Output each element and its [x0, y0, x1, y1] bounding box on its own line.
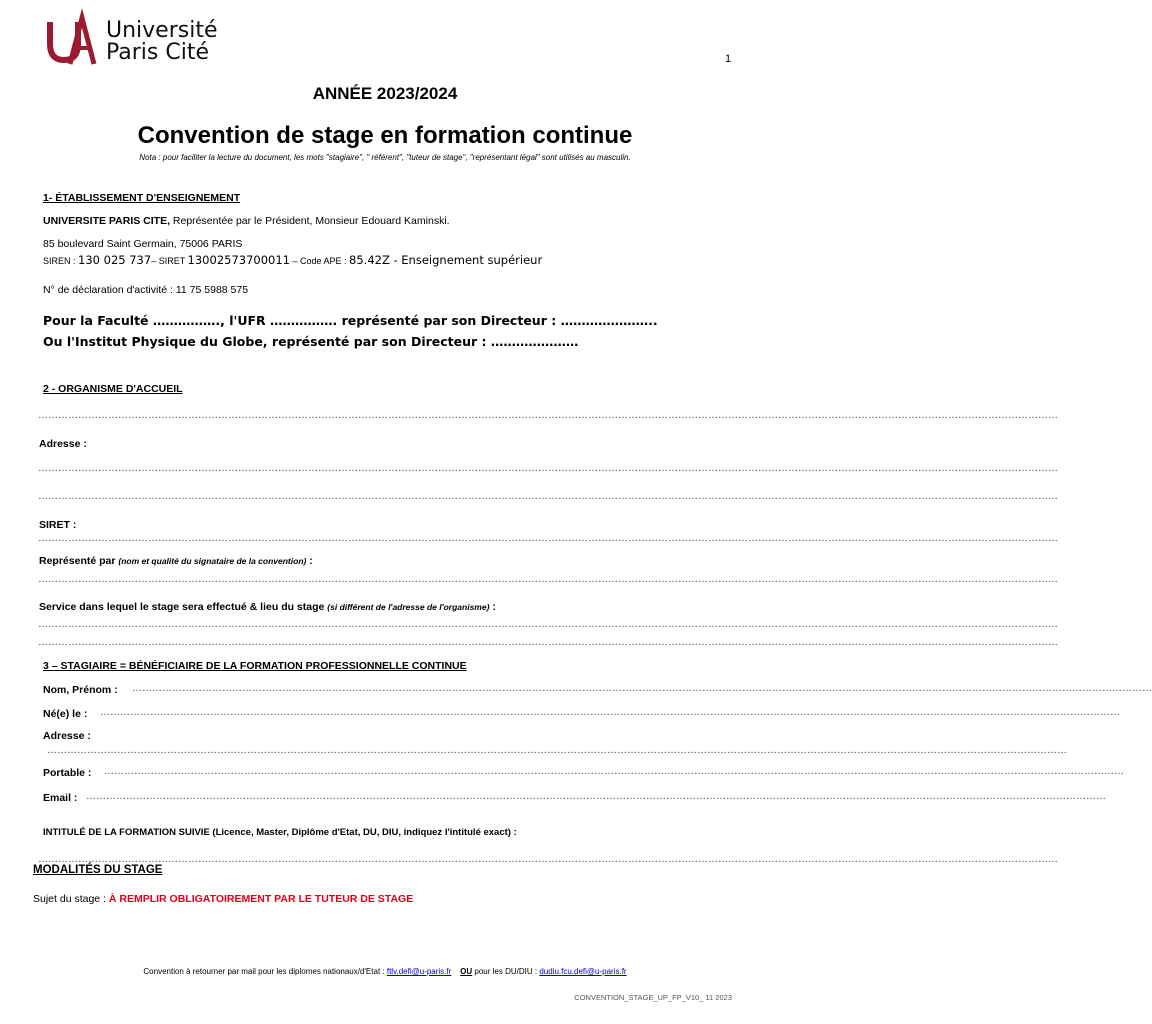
faculty-line: Pour la Faculté ……………., l'UFR ……………. représenté par son Directeur : ………………….. [43, 313, 658, 328]
institution-rep: Représentée par le Président, Monsieur Edouard Kaminski. [170, 215, 450, 227]
service-colon: : [489, 601, 496, 613]
siret-label: – SIRET [151, 256, 188, 266]
section2-heading: 2 - ORGANISME D'ACCUEIL [43, 383, 183, 395]
section3-heading: 3 – STAGIAIRE = BÉNÉFICIAIRE DE LA FORMATION PROFESSIONNELLE CONTINUE [43, 660, 467, 672]
email-du-link[interactable]: dudiu.fcu.defi@u-paris.fr [539, 967, 627, 976]
trainee-email-field[interactable]: ……………………………………………………………………………………………………………………………………………………………………………………………………………………………………………………………………………… [86, 791, 1106, 802]
modalites-heading: MODALITÉS DU STAGE [33, 864, 163, 876]
trainee-address-field[interactable]: ……………………………………………………………………………………………………………………………………………………………………………………………………………………………………………………………………………… [47, 745, 1067, 756]
rep-hint: (nom et qualité du signataire de la convention) [118, 556, 307, 566]
rep-colon: : [306, 555, 313, 567]
organisme-siret-label: SIRET : [39, 519, 77, 531]
section1-heading: 1- ÉTABLISSEMENT D'ENSEIGNEMENT [43, 192, 241, 204]
organisme-rep-field[interactable]: ……………………………………………………………………………………………………………………………………………………………………………………………………………………………………………………………………………… [38, 574, 1058, 585]
university-name-line1: Université [106, 18, 218, 43]
organisme-siret-field[interactable]: ……………………………………………………………………………………………………………………………………………………………………………………………………………………………………………………………………………… [38, 533, 1058, 544]
footer-return-line [0, 967, 770, 976]
subject-label: Sujet du stage : [33, 893, 109, 905]
subject-line [33, 893, 413, 905]
nota-note: Nota : pour faciliter la lecture du document, les mots "stagiaire", " référent", "tuteur de stage", "représentant légal" sont utilisés au masculin. [139, 153, 631, 162]
organisme-service-field-2[interactable]: ……………………………………………………………………………………………………………………………………………………………………………………………………………………………………………………………………………… [38, 637, 1058, 648]
training-title-label: INTITULÉ DE LA FORMATION SUIVIE (Licence, Master, Diplôme d'Etat, DU, DIU, indiquez l'intitulé exact) : [43, 827, 517, 838]
university-logo [44, 14, 234, 70]
ape-label: – Code APE : [289, 256, 350, 266]
siret-value: 13002573700011 [187, 253, 290, 267]
footer-ou: OU [460, 967, 473, 976]
training-title-field[interactable]: ……………………………………………………………………………………………………………………………………………………………………………………………………………………………………………………………………………… [38, 854, 1058, 865]
footer-return-text: Convention à retourner par mail pour les diplomes nationaux/d'Etat : [143, 967, 387, 976]
rep-label-text: Représenté par [39, 555, 119, 567]
organisme-address-label: Adresse : [39, 438, 87, 450]
institution-name: UNIVERSITE PARIS CITE, [43, 215, 170, 227]
logo-emblem-icon [44, 14, 104, 70]
activity-declaration: N° de déclaration d'activité : 11 75 5988 575 [43, 284, 249, 296]
organisme-name-field[interactable]: ……………………………………………………………………………………………………………………………………………………………………………………………………………………………………………………………………………… [38, 410, 1058, 421]
footer-du-text: pour les DU/DIU : [472, 967, 540, 976]
trainee-name-label: Nom, Prénom : [43, 684, 118, 696]
organisme-service-field-1[interactable]: ……………………………………………………………………………………………………………………………………………………………………………………………………………………………………………………………………………… [38, 619, 1058, 630]
university-name-line2: Paris Cité [106, 40, 210, 65]
organisme-address-field-2[interactable]: ……………………………………………………………………………………………………………………………………………………………………………………………………………………………………………………………………………… [38, 491, 1058, 502]
service-hint: (si différent de l'adresse de l'organisme) [327, 602, 490, 612]
ape-value: 85.42Z - Enseignement supérieur [349, 253, 543, 267]
trainee-birth-label: Né(e) le : [43, 708, 88, 720]
organisme-service-label [39, 601, 496, 613]
email-national-link[interactable]: ftlv.defi@u-paris.fr [386, 967, 452, 976]
siren-label: SIREN : [43, 256, 79, 266]
institution-address: 85 boulevard Saint Germain, 75006 PARIS [43, 238, 243, 250]
institute-line: Ou l'Institut Physique du Globe, représenté par son Directeur : ………………… [43, 334, 579, 349]
page-title: Convention de stage en formation continue [137, 122, 633, 149]
trainee-birth-field[interactable]: ……………………………………………………………………………………………………………………………………………………………………………………………………………………………………………………………………………… [100, 707, 1120, 718]
service-label-text: Service dans lequel le stage sera effectué & lieu du stage [39, 601, 328, 613]
trainee-mobile-field[interactable]: ……………………………………………………………………………………………………………………………………………………………………………………………………………………………………………………………………………… [104, 766, 1124, 777]
document-reference: CONVENTION_STAGE_UP_FP_V10_ 11 2023 [574, 993, 732, 1002]
trainee-name-field[interactable]: ……………………………………………………………………………………………………………………………………………………………………………………………………………………………………………………………………………… [132, 683, 1152, 694]
subject-required-notice: À REMPLIR OBLIGATOIREMENT PAR LE TUTEUR DE STAGE [108, 893, 414, 905]
trainee-address-label: Adresse : [43, 730, 91, 742]
siren-line [43, 253, 542, 267]
institution-line [43, 215, 450, 227]
trainee-email-label: Email : [43, 792, 78, 804]
trainee-mobile-label: Portable : [43, 767, 92, 779]
organisme-rep-label [39, 555, 313, 567]
year-title: ANNÉE 2023/2024 [312, 84, 458, 103]
organisme-address-field-1[interactable]: ……………………………………………………………………………………………………………………………………………………………………………………………………………………………………………………………………………… [38, 463, 1058, 474]
page-number: 1 [725, 53, 732, 65]
siren-value: 130 025 737 [78, 253, 152, 267]
